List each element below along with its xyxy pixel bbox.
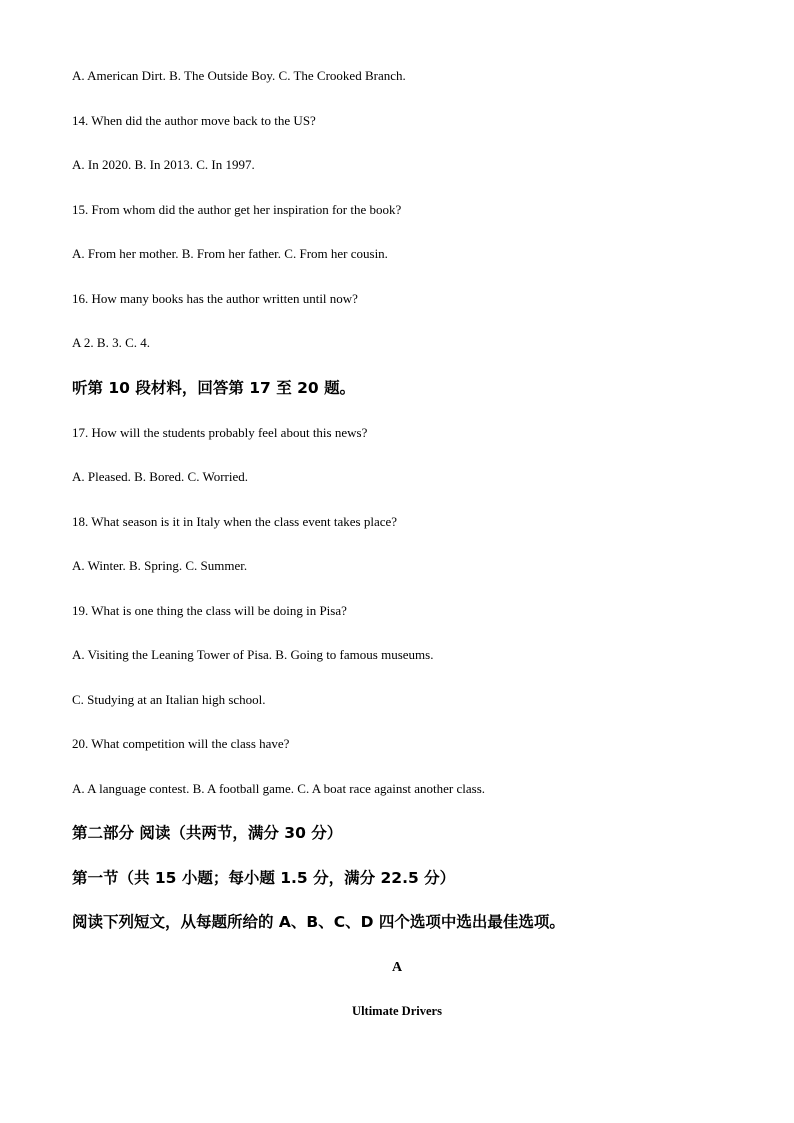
passage-letter: A xyxy=(391,960,403,975)
section-heading-material-10: 听第 10 段材料，回答第 17 至 20 题。 xyxy=(72,379,356,397)
answer-options-18: A. Winter. B. Spring. C. Summer. xyxy=(72,558,248,573)
question-16: 16. How many books has the author written until now? xyxy=(72,291,358,306)
question-18: 18. What season is it in Italy when the class event takes place? xyxy=(72,514,398,529)
reading-instructions: 阅读下列短文，从每题所给的 A、B、C、D 四个选项中选出最佳选项。 xyxy=(72,913,565,931)
question-15: 15. From whom did the author get her inspiration for the book? xyxy=(72,202,402,217)
passage-title: Ultimate Drivers xyxy=(352,1004,442,1018)
answer-options-20: A. A language contest. B. A football game. C. A boat race against another class. xyxy=(72,781,486,796)
question-14: 14. When did the author move back to the US? xyxy=(72,113,316,128)
question-17: 17. How will the students probably feel about this news? xyxy=(72,425,368,440)
question-20: 20. What competition will the class have? xyxy=(72,736,290,751)
answer-options-15: A. From her mother. B. From her father. C. From her cousin. xyxy=(72,246,388,261)
answer-options-16: A 2. B. 3. C. 4. xyxy=(72,335,151,350)
section-one-heading: 第一节（共 15 小题；每小题 1.5 分，满分 22.5 分） xyxy=(72,869,456,887)
answer-options-14: A. In 2020. B. In 2013. C. In 1997. xyxy=(72,157,255,172)
answer-options-13: A. American Dirt. B. The Outside Boy. C. The Crooked Branch. xyxy=(72,68,406,83)
part-two-heading: 第二部分 阅读（共两节，满分 30 分） xyxy=(72,824,343,842)
answer-options-19-line1: A. Visiting the Leaning Tower of Pisa. B. Going to famous museums. xyxy=(72,647,434,662)
answer-options-19-line2: C. Studying at an Italian high school. xyxy=(72,692,266,707)
answer-options-17: A. Pleased. B. Bored. C. Worried. xyxy=(72,469,248,484)
question-19: 19. What is one thing the class will be doing in Pisa? xyxy=(72,603,347,618)
